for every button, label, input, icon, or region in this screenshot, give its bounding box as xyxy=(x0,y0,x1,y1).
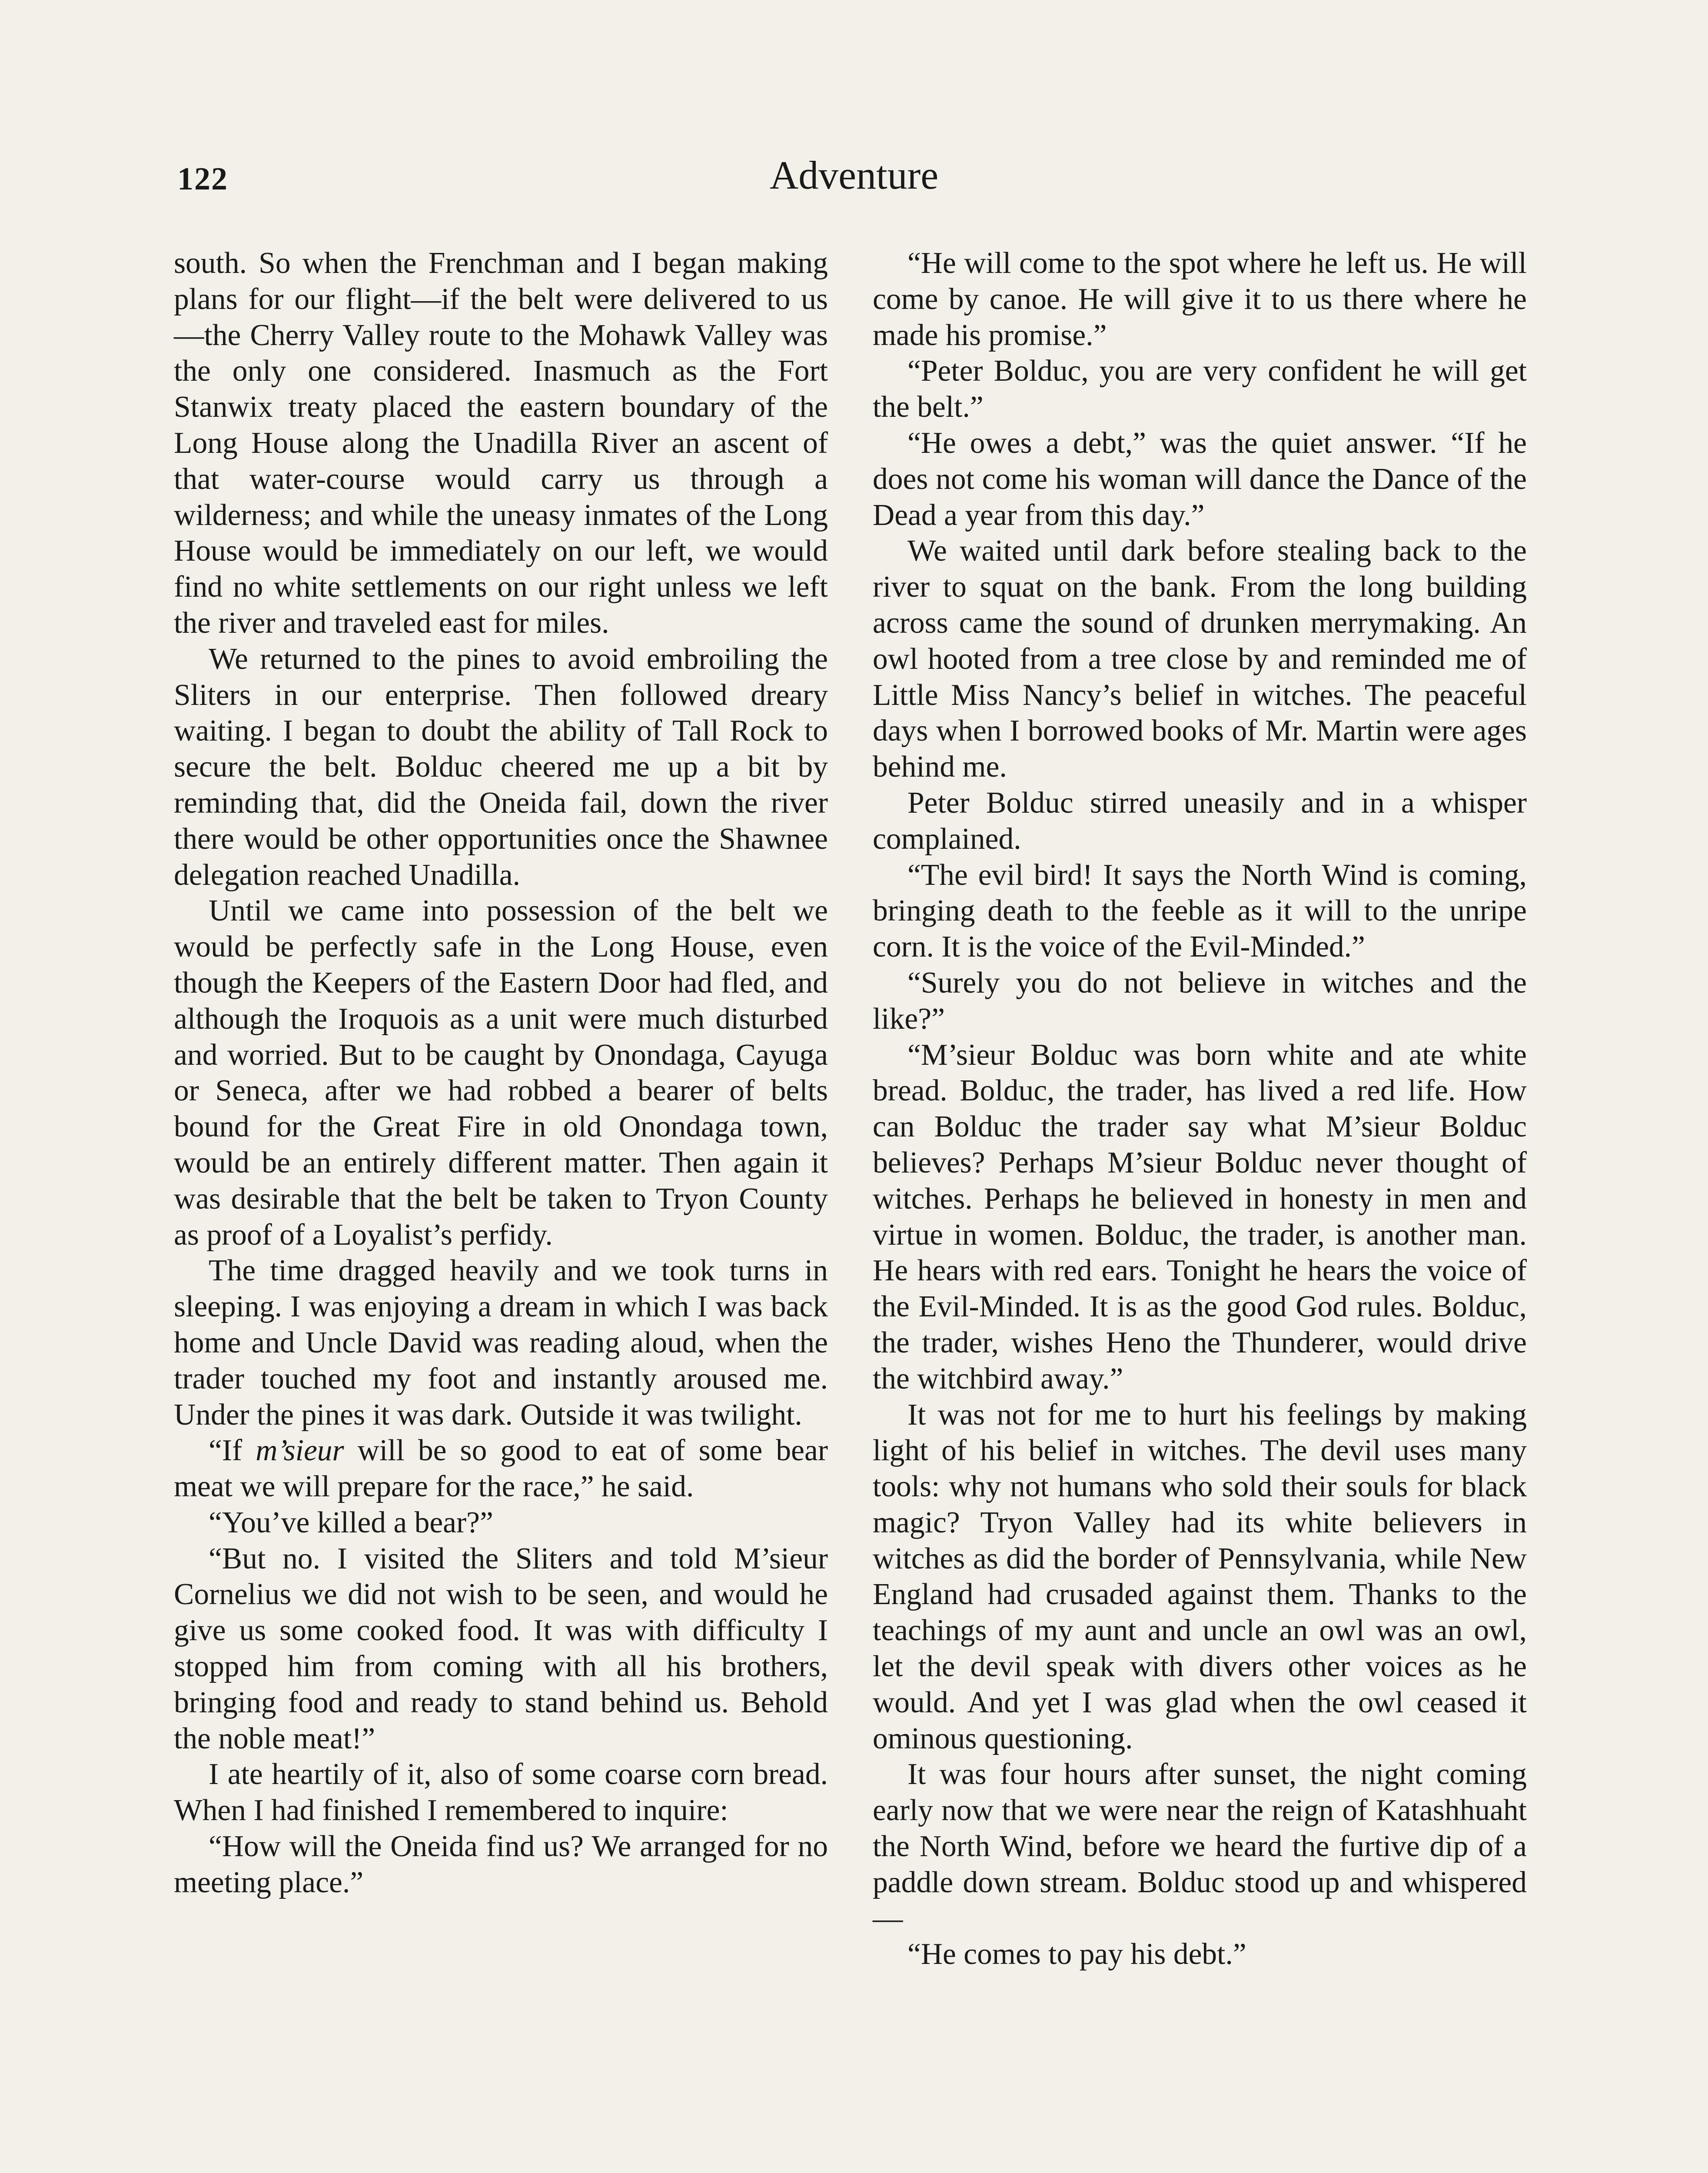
paragraph: “He comes to pay his debt.” xyxy=(907,1937,1246,1971)
running-title: Adventure xyxy=(769,153,939,197)
left-column xyxy=(174,246,828,1901)
paragraph: “He will come to the spot where he left us. He will come by canoe. He will give it to us there where he made his promise.” xyxy=(873,246,1527,352)
paragraph: It was not for me to hurt his feelings by making light of his belief in witches. The devil uses many tools: why not humans who sold their souls for black magic? Tryon Valley had its white believers in witches as did the border of Pennsylvania, while New England had crusaded against them. Thanks to the teachings of my aunt and uncle an owl was an owl, let the devil speak with divers other voices as he would. And yet I was glad when the owl ceased it ominous questioning. xyxy=(873,1398,1527,1755)
page-number: 122 xyxy=(177,161,228,197)
paragraph: We waited until dark before stealing back to the river to squat on the bank. From the long building across came the sound of drunken merrymaking. An owl hooted from a tree close by and reminded me of Little Miss Nancy’s belief in witches. The peaceful days when I borrowed books of Mr. Martin were ages behind me. xyxy=(873,534,1527,784)
paragraph: Until we came into possession of the belt we would be perfectly safe in the Long House, even though the Keepers of the Eastern Door had fled, and although the Iroquois as a unit were much disturbed and worried. But to be caught by Onondaga, Cayuga or Seneca, after we had robbed a bearer of belts bound for the Great Fire in old Onondaga town, would be an entirely different matter. Then again it was desirable that the belt be taken to Tryon County as proof of a Loyalist’s perfidy. xyxy=(174,894,828,1252)
paragraph: “But no. I visited the Sliters and told M’sieur Cornelius we did not wish to be seen, and would he give us some cooked food. It was with difficulty I stopped him from coming with all his brothers, bringing food and ready to stand behind us. Behold the noble meat!” xyxy=(174,1542,828,1755)
paragraph: Peter Bolduc stirred uneasily and in a whisper complained. xyxy=(873,786,1527,856)
paragraph: “He owes a debt,” was the quiet answer. “If he does not come his woman will dance the Dance of the Dead a year from this day.” xyxy=(873,426,1527,532)
paragraph xyxy=(174,1433,828,1505)
paragraph: “The evil bird! It says the North Wind is coming, bringing death to the feeble as it will to the unripe corn. It is the voice of the Evil-Minded.” xyxy=(873,858,1527,964)
paragraph: “M’sieur Bolduc was born white and ate white bread. Bolduc, the trader, has lived a red life. How can Bolduc the trader say what M’sieur Bolduc believes? Perhaps M’sieur Bolduc never thought of witches. Perhaps he believed in honesty in men and virtue in women. Bolduc, the trader, is another man. He hears with red ears. Tonight he hears the voice of the Evil-Minded. It is as the good God rules. Bolduc, the trader, wishes Heno the Thunderer, would drive the witchbird away.” xyxy=(873,1038,1527,1396)
paragraph: The time dragged heavily and we took turns in sleeping. I was enjoying a dream in which I was back home and Uncle David was reading aloud, when the trader touched my foot and instantly aroused me. Under the pines it was dark. Outside it was twilight. xyxy=(174,1254,828,1432)
paragraph: “How will the Oneida find us? We arranged for no meeting place.” xyxy=(174,1830,828,1899)
text-run: will be so good to eat of some bear meat we will prepare for the race,” he said. xyxy=(174,1434,828,1504)
paragraph: south. So when the Frenchman and I began making plans for our flight—if the belt were delivered to us—the Cherry Valley route to the Mohawk Valley was the only one considered. Inasmuch as the Fort Stanwix treaty placed the eastern boundary of the Long House along the Unadilla River an ascent of that water-course would carry us through a wilderness; and while the uneasy inmates of the Long House would be immediately on our left, we would find no white settlements on our right unless we left the river and traveled east for miles. xyxy=(174,246,828,640)
paragraph: “Surely you do not believe in witches and the like?” xyxy=(873,966,1527,1036)
right-column xyxy=(873,246,1527,1973)
paragraph: It was four hours after sunset, the night coming early now that we were near the reign of Katashhuaht the North Wind, before we heard the furtive dip of a paddle down stream. Bolduc stood up and whispered— xyxy=(873,1758,1527,1935)
paragraph: “Peter Bolduc, you are very confident he will get the belt.” xyxy=(873,354,1527,424)
paragraph: We returned to the pines to avoid embroiling the Sliters in our enterprise. Then followed dreary waiting. I began to doubt the ability of Tall Rock to secure the belt. Bolduc cheered me up a bit by reminding that, did the Oneida fail, down the river there would be other opportunities once the Shawnee delegation reached Unadilla. xyxy=(174,642,828,892)
italic-word: m’sieur xyxy=(256,1434,344,1468)
paragraph: “You’ve killed a bear?” xyxy=(209,1505,493,1539)
paragraph: I ate heartily of it, also of some coarse corn bread. When I had finished I remembered to inquire: xyxy=(174,1758,828,1827)
text-run: “If xyxy=(209,1434,256,1468)
